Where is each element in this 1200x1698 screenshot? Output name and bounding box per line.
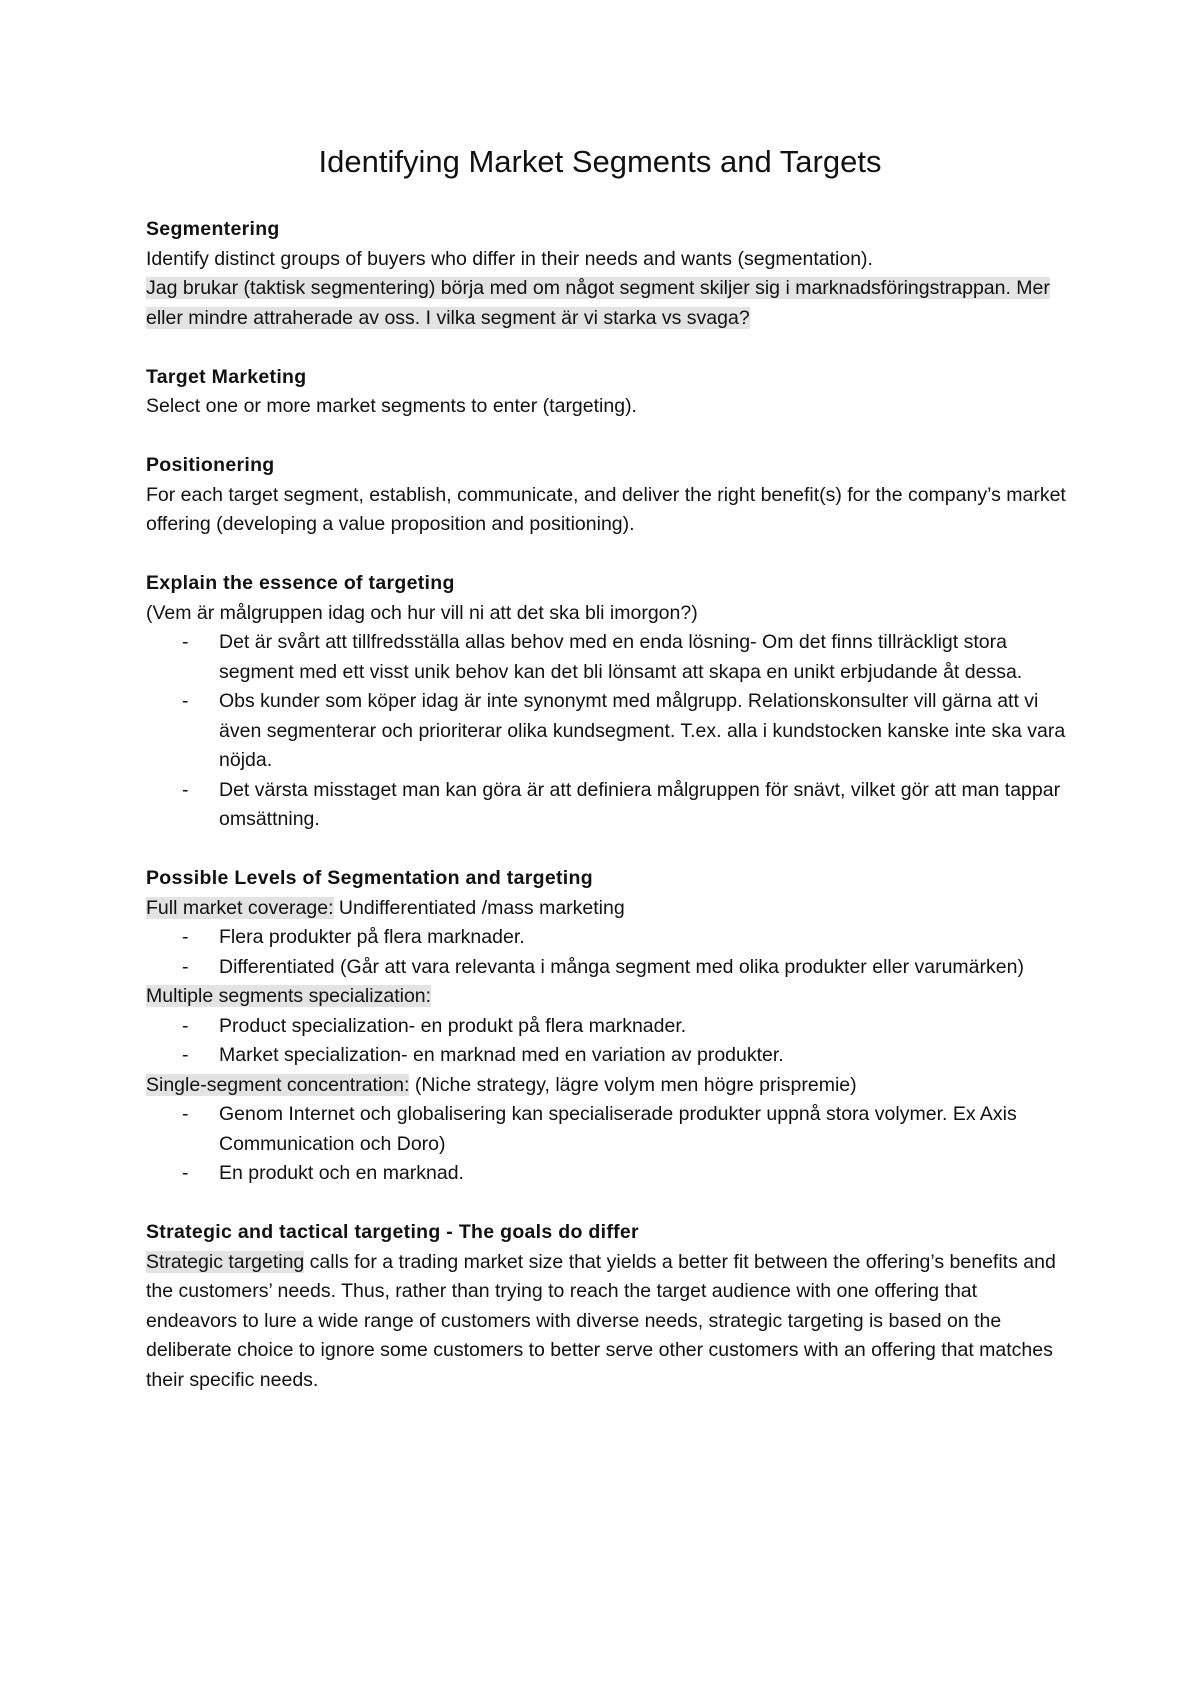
- list-item-text: En produkt och en marknad.: [219, 1162, 464, 1184]
- paragraph: Identify distinct groups of buyers who differ in their needs and wants (segmentation).: [146, 247, 873, 270]
- paragraph-text: (Niche strategy, lägre volym men högre prispremie): [409, 1073, 857, 1096]
- bullet-dash: -: [182, 1103, 189, 1125]
- bullet-dash: -: [182, 778, 189, 801]
- list-item-text: Genom Internet och globalisering kan specialiserade produkter uppnå stora volymer. Ex Axis Communication och Doro): [219, 1103, 1017, 1155]
- section-heading: Explain the essence of targeting: [146, 572, 455, 594]
- bullet-dash: -: [182, 631, 189, 653]
- highlighted-text: Jag brukar (taktisk segmentering) börja med om något segment skiljer sig i marknadsföringstrappan. Mer eller mindre attraherade av oss. I vilka segment är vi starka vs svaga?: [146, 277, 1050, 329]
- list-item-text: Product specialization- en produkt på flera marknader.: [219, 1014, 687, 1037]
- bullet-dash: -: [182, 1014, 189, 1037]
- list-item: [146, 687, 1066, 776]
- list-item: [146, 628, 1066, 687]
- section-heading: Possible Levels of Segmentation and targeting: [146, 867, 593, 889]
- paragraph: Select one or more market segments to enter (targeting).: [146, 395, 637, 417]
- section-segmentering: [146, 215, 1066, 333]
- paragraph: [146, 1248, 1066, 1396]
- list-item-text: Differentiated (Går att vara relevanta i många segment med olika produkter eller varumärken): [219, 955, 1024, 978]
- section-heading: Segmentering: [146, 218, 280, 240]
- bullet-dash: -: [182, 955, 189, 978]
- bullet-dash: -: [182, 1162, 189, 1184]
- list-item: [146, 923, 1066, 953]
- list-item: [146, 1100, 1066, 1159]
- section-heading: Target Marketing: [146, 365, 307, 388]
- section-essence-of-targeting: [146, 569, 1066, 835]
- paragraph-text: calls for a trading market size that yields a better fit between the offering’s benefits and the customers’ needs. Thus, rather than trying to reach the target audience with one offering that endeavors to lure a wide range of customers with diverse needs, strategic targeting is based on the deliberate choice to ignore some customers to better serve other customers with an offering that matches their specific needs.: [146, 1250, 1056, 1391]
- list-item-text: Flera produkter på flera marknader.: [219, 926, 525, 948]
- paragraph: (Vem är målgruppen idag och hur vill ni att det ska bli imorgon?): [146, 601, 698, 624]
- highlighted-label: Single-segment concentration:: [146, 1073, 410, 1096]
- section-positionering: [146, 451, 1066, 540]
- document-title: Identifying Market Segments and Targets: [318, 144, 882, 179]
- list-item-text: Det är svårt att tillfredsställa allas behov med en enda lösning- Om det finns tillräckligt stora segment med ett visst unik behov kan det bli lönsamt att skapa en unikt erbjudande åt dessa.: [219, 631, 1023, 683]
- bullet-dash: -: [182, 926, 189, 948]
- document-body: [146, 215, 1066, 1425]
- highlighted-label: Multiple segments specialization:: [146, 985, 432, 1007]
- bullet-list: [146, 923, 1066, 982]
- highlighted-paragraph: [146, 274, 1066, 333]
- paragraph: [146, 894, 1066, 924]
- section-strategic-targeting: [146, 1218, 1066, 1395]
- section-levels-of-segmentation: [146, 864, 1066, 1189]
- bullet-dash: -: [182, 1044, 189, 1066]
- list-item: [146, 1012, 1066, 1042]
- list-item-text: Det värsta misstaget man kan göra är att definiera målgruppen för snävt, vilket gör att man tappar omsättning.: [219, 778, 1061, 830]
- bullet-list: [146, 1100, 1066, 1189]
- section-target-marketing: [146, 363, 1066, 422]
- list-item-text: Market specialization- en marknad med en variation av produkter.: [219, 1044, 784, 1066]
- section-heading: Strategic and tactical targeting - The goals do differ: [146, 1221, 639, 1243]
- highlighted-label: Full market coverage:: [146, 896, 334, 919]
- paragraph: [146, 982, 1066, 1012]
- bullet-list: [146, 1012, 1066, 1071]
- bullet-list: [146, 628, 1066, 835]
- bullet-dash: -: [182, 690, 189, 712]
- section-heading: Positionering: [146, 454, 275, 476]
- list-item-text: Obs kunder som köper idag är inte synonymt med målgrupp. Relationskonsulter vill gärna att vi även segmenterar och prioriterar olika kundsegment. T.ex. alla i kundstocken kanske inte ska vara nöjda.: [219, 690, 1066, 771]
- list-item: [146, 953, 1066, 983]
- highlighted-label: Strategic targeting: [146, 1250, 305, 1273]
- list-item: [146, 776, 1066, 835]
- paragraph: [146, 1071, 1066, 1101]
- paragraph-text: Undifferentiated /mass marketing: [333, 896, 625, 919]
- list-item: [146, 1159, 1066, 1189]
- paragraph: For each target segment, establish, communicate, and deliver the right benefit(s) for the company’s market offering (developing a value proposition and positioning).: [146, 483, 1066, 535]
- list-item: [146, 1041, 1066, 1071]
